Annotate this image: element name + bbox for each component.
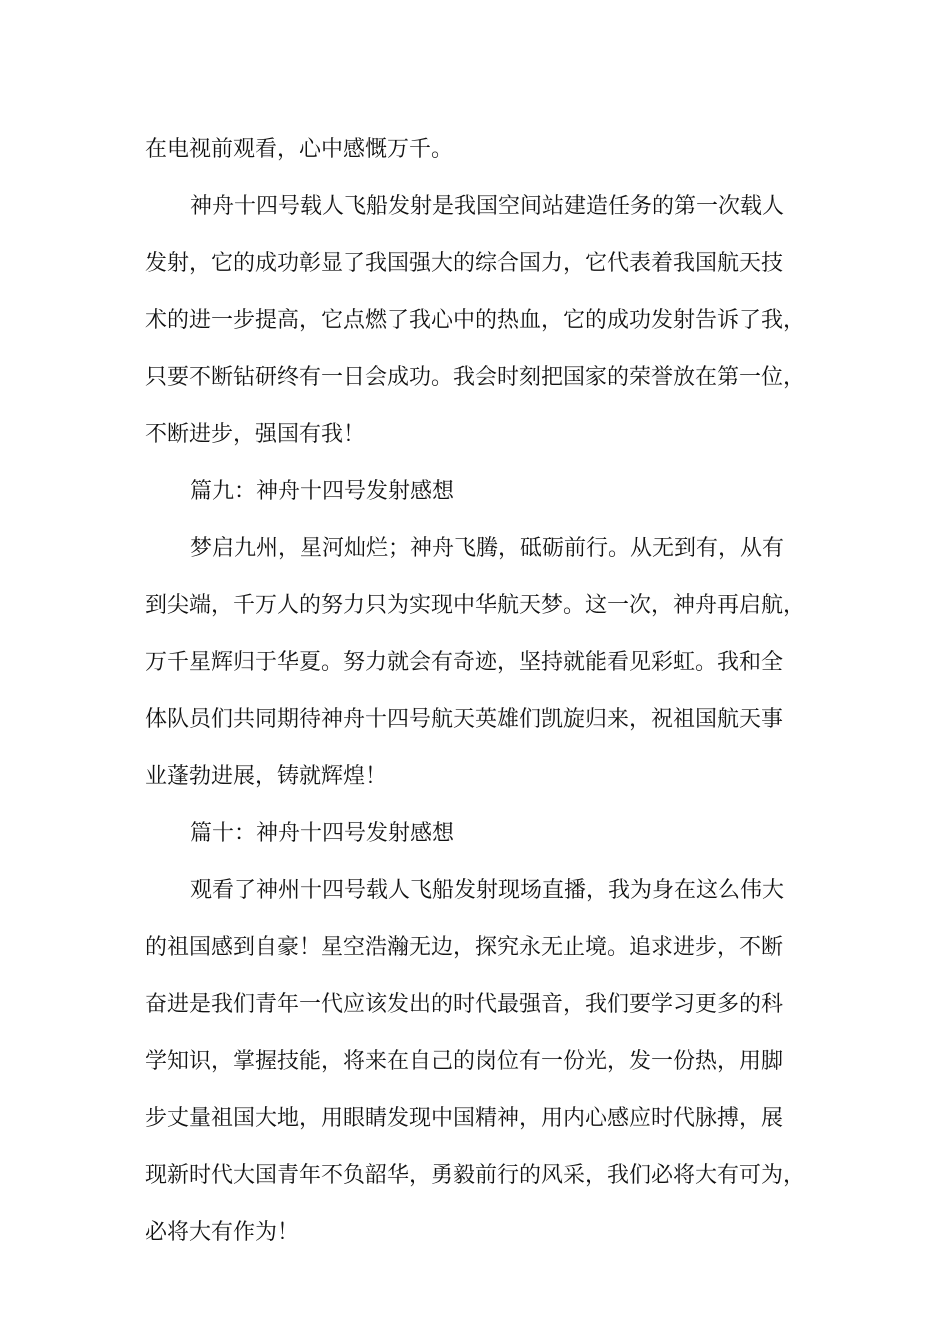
text-line-content: 术的进一步提高，它点燃了我心中的热血，它的成功发射告诉了我， — [145, 308, 806, 333]
text-line — [0, 292, 950, 350]
text-line — [0, 349, 950, 407]
section-heading — [0, 805, 950, 863]
text-line-content: 步丈量祖国大地，用眼睛发现中国精神，用内心感应时代脉搏，展 — [145, 1106, 784, 1131]
text-line-content: 现新时代大国青年不负韶华，勇毅前行的风采，我们必将大有可为， — [145, 1163, 806, 1188]
text-line-content: 梦启九州，星河灿烂；神舟飞腾，砥砺前行。从无到有，从有 — [190, 536, 785, 561]
text-line-content: 万千星辉归于华夏。努力就会有奇迹，坚持就能看见彩虹。我和全 — [145, 650, 784, 675]
text-line-content: 到尖端，千万人的努力只为实现中华航天梦。这一次，神舟再启航， — [145, 593, 806, 618]
text-line — [0, 919, 950, 977]
text-line — [0, 1147, 950, 1205]
text-line-content: 业蓬勃进展，铸就辉煌！ — [145, 764, 388, 789]
text-line-content: 奋进是我们青年一代应该发出的时代最强音，我们要学习更多的科 — [145, 992, 784, 1017]
text-line-content: 神舟十四号载人飞船发射是我国空间站建造任务的第一次载人 — [190, 194, 785, 219]
paragraph-first-line — [0, 178, 950, 236]
text-line-content: 学知识，掌握技能，将来在自己的岗位有一份光，发一份热，用脚 — [145, 1049, 784, 1074]
text-line — [0, 748, 950, 806]
text-line-content: 体队员们共同期待神舟十四号航天英雄们凯旋归来，祝祖国航天事 — [145, 707, 784, 732]
text-line-content: 的祖国感到自豪！星空浩瀚无边，探究永无止境。追求进步，不断 — [145, 935, 784, 960]
text-line — [0, 691, 950, 749]
section-heading-text: 篇十：神舟十四号发射感想 — [190, 821, 455, 846]
text-line-content: 只要不断钻研终有一日会成功。我会时刻把国家的荣誉放在第一位， — [145, 365, 806, 390]
text-line-content: 发射，它的成功彰显了我国强大的综合国力，它代表着我国航天技 — [145, 251, 784, 276]
text-line-content: 必将大有作为！ — [145, 1220, 300, 1245]
text-line — [0, 976, 950, 1034]
section-heading-text: 篇九：神舟十四号发射感想 — [190, 479, 455, 504]
text-line — [0, 121, 950, 179]
text-line — [0, 406, 950, 464]
text-line-content: 观看了神州十四号载人飞船发射现场直播，我为身在这么伟大 — [190, 878, 785, 903]
text-line — [0, 1090, 950, 1148]
text-line — [0, 235, 950, 293]
paragraph-first-line — [0, 520, 950, 578]
section-heading — [0, 463, 950, 521]
text-line — [0, 577, 950, 635]
paragraph-first-line — [0, 862, 950, 920]
text-line-content: 不断进步，强国有我！ — [145, 422, 366, 447]
text-line — [0, 634, 950, 692]
text-line — [0, 1033, 950, 1091]
text-line-content: 在电视前观看，心中感慨万千。 — [145, 137, 454, 162]
text-line — [0, 1204, 950, 1262]
